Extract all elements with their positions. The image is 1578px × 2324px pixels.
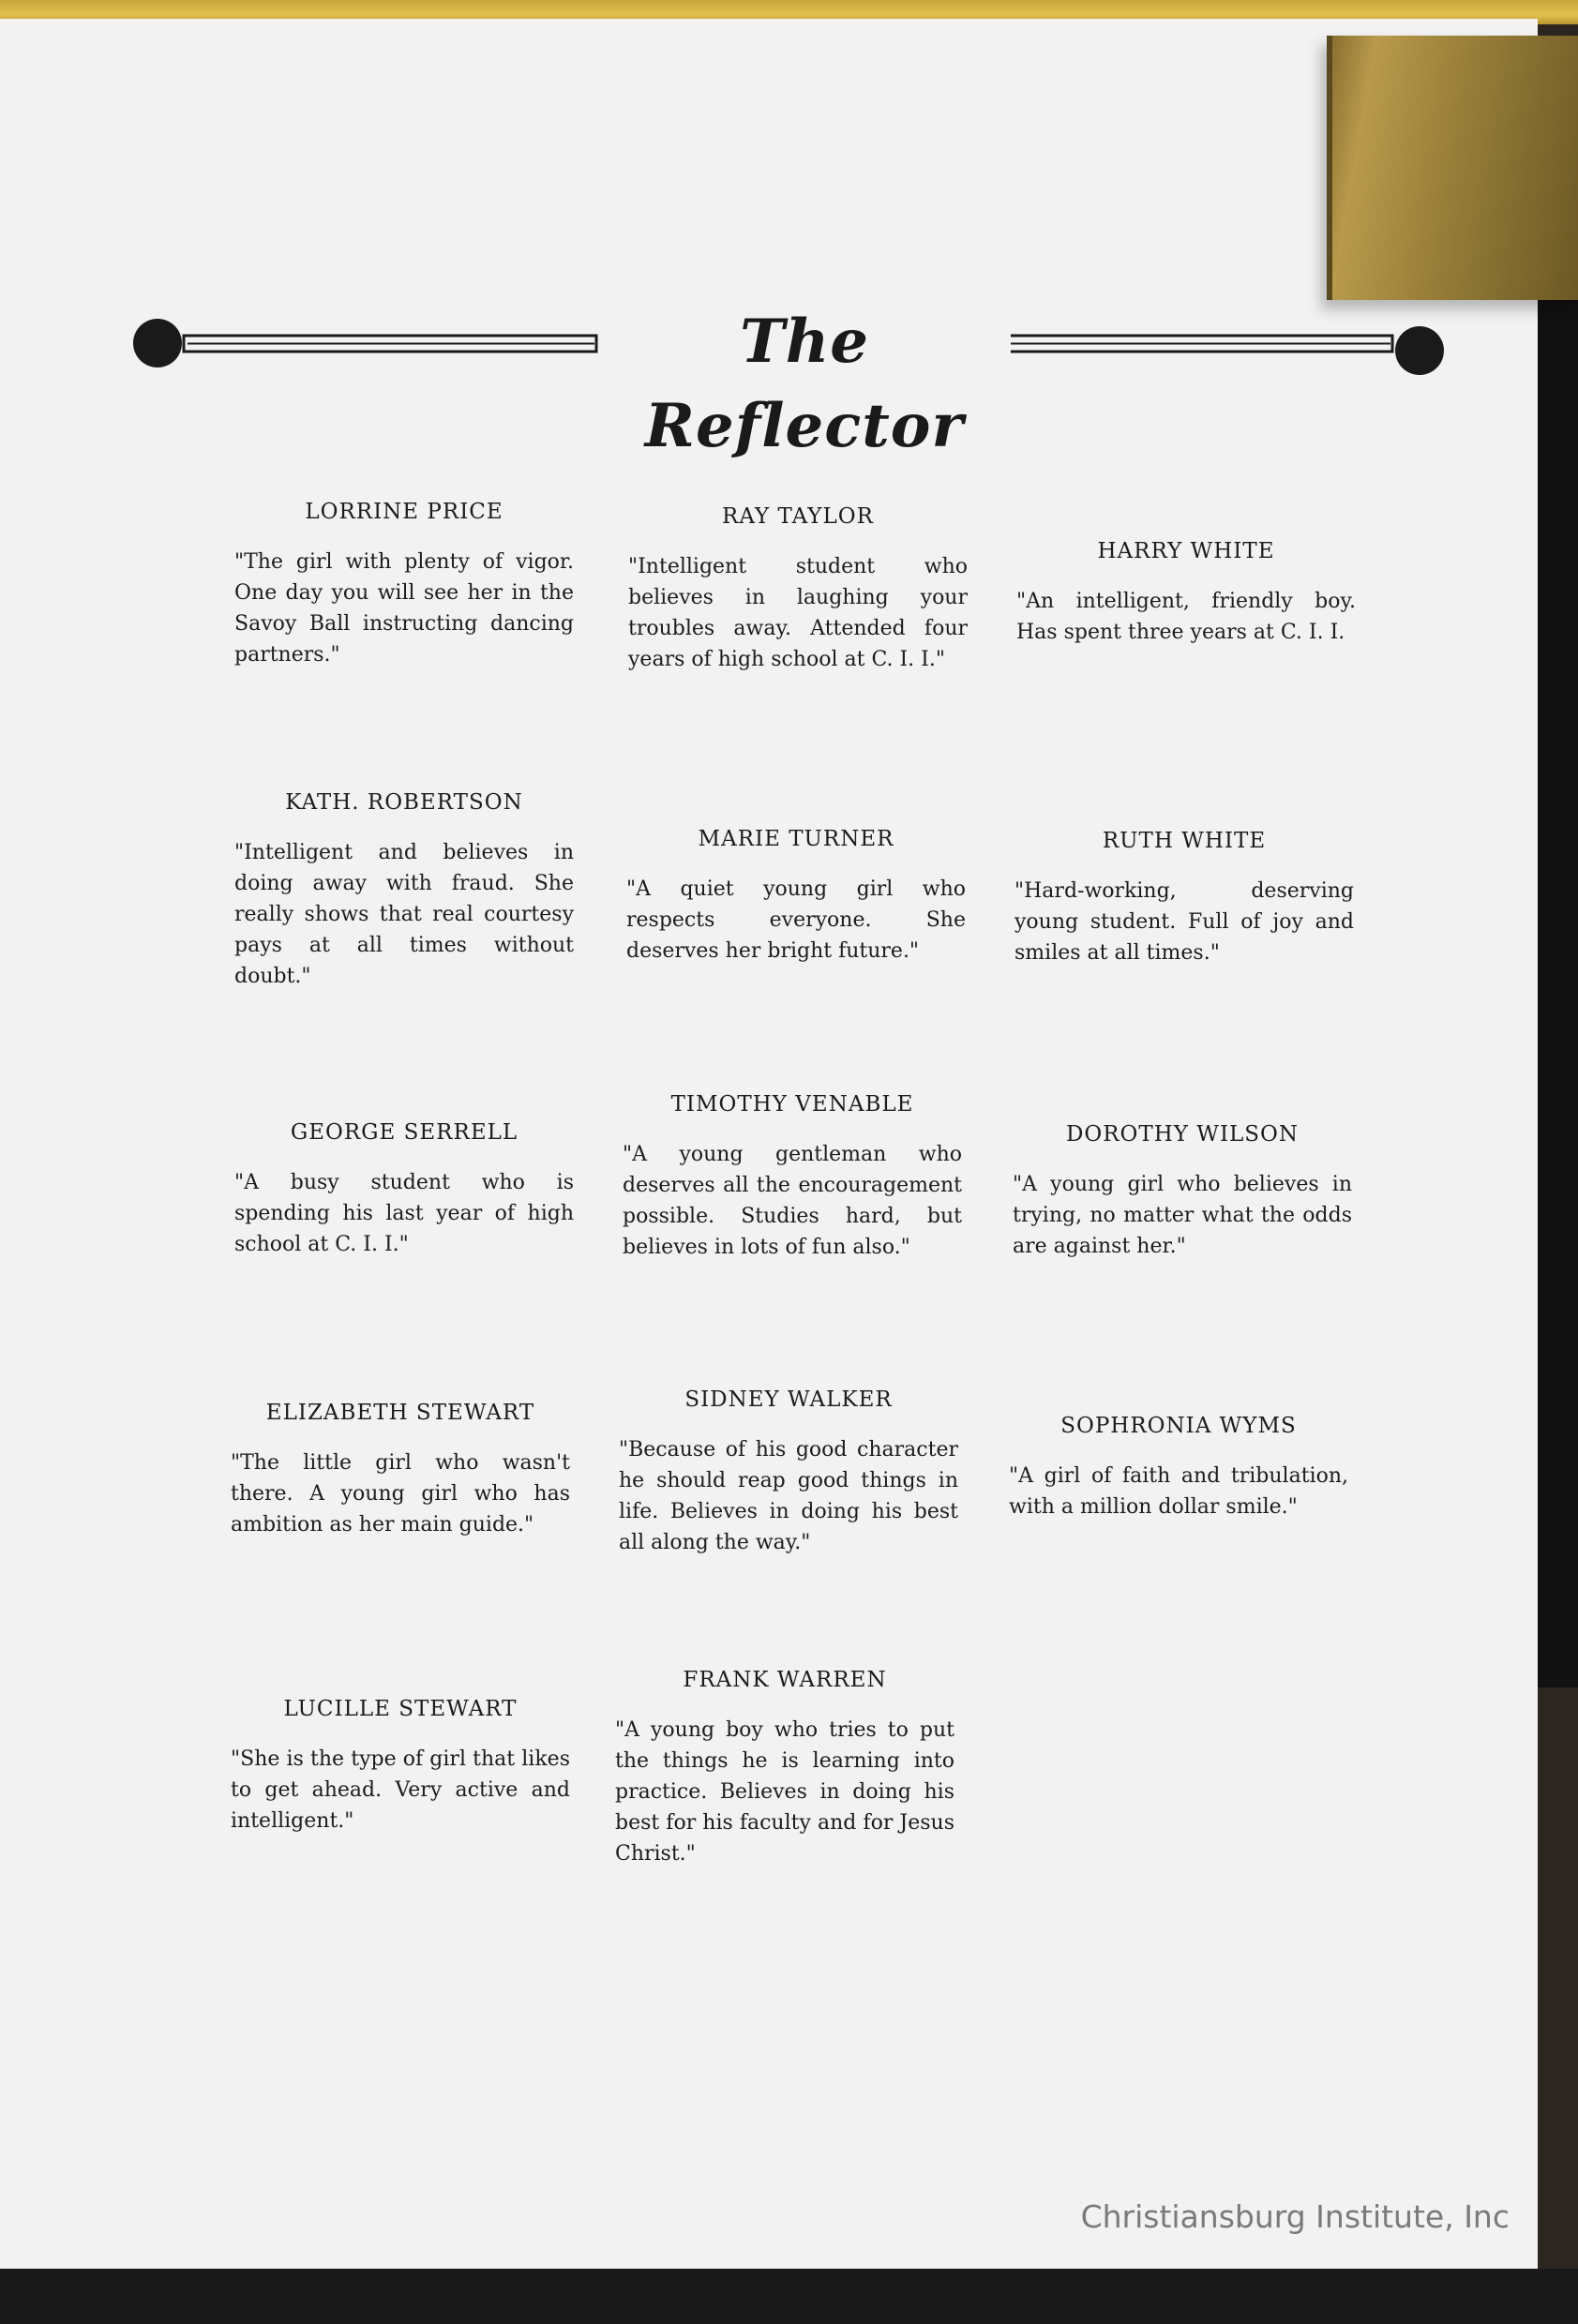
masthead-title: The Reflector	[598, 300, 1011, 384]
student-quote: "She is the type of girl that likes to get ahead. Very active and intelligent."	[231, 1747, 570, 1833]
student-quote: "A young gentleman who deserves all the encouragement possible. Studies hard, but believes in lots of fun also."	[623, 1143, 962, 1259]
student-entry	[1009, 1414, 1348, 1522]
student-quote: "An intelligent, friendly boy. Has spent three years at C. I. I.	[1016, 590, 1356, 644]
student-name: LORRINE PRICE	[305, 500, 503, 524]
student-entry	[234, 500, 574, 670]
student-quote: "Because of his good character he should reap good things in life. Believes in doing his best all along the way."	[619, 1438, 958, 1554]
student-entry	[619, 1387, 958, 1558]
student-name: MARIE TURNER	[698, 827, 894, 851]
student-name: HARRY WHITE	[1097, 539, 1275, 563]
student-entry	[615, 1668, 954, 1869]
student-entry	[1013, 1122, 1352, 1262]
student-quote: "The girl with plenty of vigor. One day you will see her in the Savoy Ball instructing dancing partners."	[234, 550, 574, 667]
student-name: LUCILLE STEWART	[283, 1697, 518, 1721]
background-bottom	[0, 2269, 1578, 2324]
student-entry	[234, 790, 574, 992]
student-quote: "A young boy who tries to put the things he is learning into practice. Believes in doing his best for his faculty and for Jesus Christ."	[615, 1718, 954, 1866]
student-quote: "Hard-working, deserving young student. Full of joy and smiles at all times."	[1014, 879, 1354, 965]
student-entry	[626, 827, 966, 967]
student-name: SOPHRONIA WYMS	[1060, 1414, 1297, 1438]
left-ornament-dot	[133, 319, 182, 367]
student-entry	[1014, 829, 1354, 968]
student-name: FRANK WARREN	[683, 1668, 887, 1692]
student-quote: "A busy student who is spending his last year of high school at C. I. I."	[234, 1171, 574, 1256]
student-quote: "A young girl who believes in trying, no matter what the odds are against her."	[1013, 1173, 1352, 1258]
student-quote: "The little girl who wasn't there. A young girl who has ambition as her main guide."	[231, 1451, 570, 1537]
student-name: GEORGE SERRELL	[290, 1120, 518, 1145]
student-entry	[628, 504, 968, 675]
student-name: RAY TAYLOR	[722, 504, 874, 529]
student-entry	[623, 1092, 962, 1263]
brass-clip	[1327, 36, 1578, 300]
student-entry	[234, 1120, 574, 1260]
student-name: TIMOTHY VENABLE	[670, 1092, 914, 1117]
watermark: Christiansburg Institute, Inc	[1080, 2198, 1510, 2235]
student-name: SIDNEY WALKER	[684, 1387, 893, 1412]
student-name: DOROTHY WILSON	[1065, 1122, 1300, 1147]
background-edge	[1538, 281, 1578, 1687]
student-entry	[231, 1401, 570, 1540]
right-ornament-dot	[1395, 326, 1444, 375]
student-quote: "Intelligent student who believes in laughing your troubles away. Attended four years of high school at C. I. I."	[628, 555, 968, 671]
student-quote: "Intelligent and believes in doing away with fraud. She really shows that real courtesy pays at all times without doubt."	[234, 841, 574, 988]
student-entry	[1016, 539, 1356, 648]
student-name: RUTH WHITE	[1102, 829, 1267, 853]
student-entry	[231, 1697, 570, 1837]
student-quote: "A quiet young girl who respects everyone. She deserves her bright future."	[626, 877, 966, 963]
student-name: ELIZABETH STEWART	[265, 1401, 535, 1425]
student-quote: "A girl of faith and tribulation, with a million dollar smile."	[1009, 1464, 1348, 1519]
student-name: KATH. ROBERTSON	[285, 790, 523, 815]
